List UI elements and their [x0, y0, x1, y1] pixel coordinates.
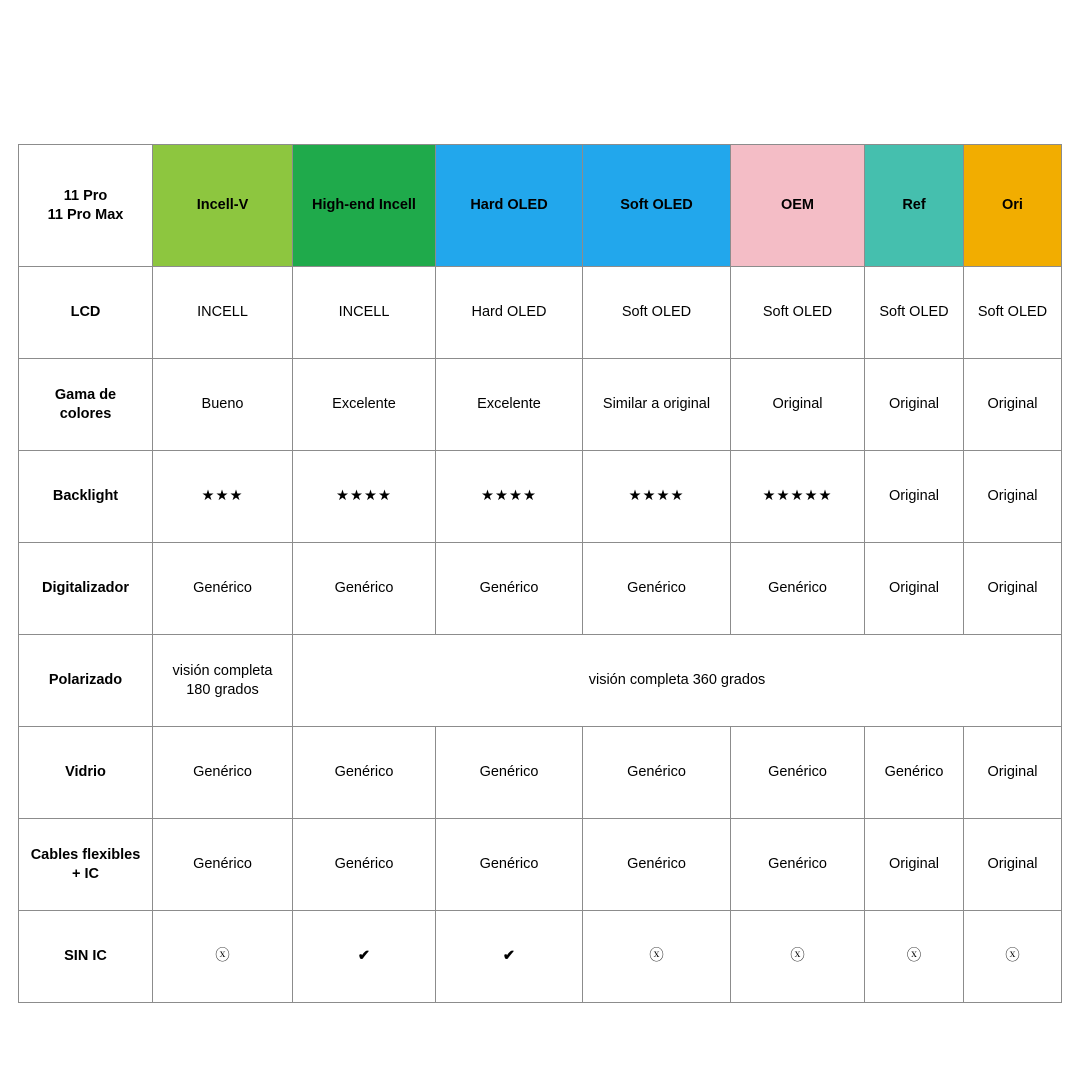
cell-gama-ref: Original [865, 359, 964, 451]
cell-backlight-ori: Original [964, 451, 1062, 543]
header-ref: Ref [865, 145, 964, 267]
row-label-line-2: + IC [72, 865, 99, 882]
table-row-backlight [19, 451, 1062, 543]
cell-gama-high-end-incell: Excelente [293, 359, 436, 451]
cell-gama-ori: Original [964, 359, 1062, 451]
row-label-line-1: Cables flexibles [30, 847, 141, 864]
row-label-backlight: Backlight [19, 451, 153, 543]
screen-comparison-table [18, 144, 1062, 1003]
cross-icon-sin-ic-ref: ⓧ [865, 911, 964, 1003]
cell-vidrio-soft-oled: Genérico [583, 727, 731, 819]
cell-cables-incell-v: Genérico [153, 819, 293, 911]
cell-backlight-incell-v: ★★★ [153, 451, 293, 543]
table-row-cables-flexibles-ic [19, 819, 1062, 911]
cell-vidrio-ori: Original [964, 727, 1062, 819]
cell-digitalizador-soft-oled: Genérico [583, 543, 731, 635]
table-row-gama-de-colores [19, 359, 1062, 451]
row-label-lcd: LCD [19, 267, 153, 359]
table-header-row [19, 145, 1062, 267]
cell-cables-ori: Original [964, 819, 1062, 911]
cell-digitalizador-high-end-incell: Genérico [293, 543, 436, 635]
table-row-polarizado [19, 635, 1062, 727]
table-row-digitalizador [19, 543, 1062, 635]
cell-cables-oem: Genérico [731, 819, 865, 911]
cell-vidrio-high-end-incell: Genérico [293, 727, 436, 819]
cell-polarizado-merged: visión completa 360 grados [293, 635, 1062, 727]
cell-vidrio-oem: Genérico [731, 727, 865, 819]
cell-gama-soft-oled: Similar a original [583, 359, 731, 451]
cell-cables-ref: Original [865, 819, 964, 911]
cell-vidrio-hard-oled: Genérico [436, 727, 583, 819]
row-label-cables-flexibles-ic [19, 819, 153, 911]
cell-backlight-hard-oled: ★★★★ [436, 451, 583, 543]
cell-lcd-incell-v: INCELL [153, 267, 293, 359]
cross-icon-sin-ic-ori: ⓧ [964, 911, 1062, 1003]
table-row-sin-ic [19, 911, 1062, 1003]
cell-lcd-ori: Soft OLED [964, 267, 1062, 359]
row-label-line-2: colores [59, 405, 112, 422]
cell-vidrio-incell-v: Genérico [153, 727, 293, 819]
table-row-vidrio [19, 727, 1062, 819]
polarizado-line-1: visión completa [172, 663, 273, 680]
cell-digitalizador-incell-v: Genérico [153, 543, 293, 635]
cell-cables-soft-oled: Genérico [583, 819, 731, 911]
cell-lcd-ref: Soft OLED [865, 267, 964, 359]
cross-icon-sin-ic-oem: ⓧ [731, 911, 865, 1003]
header-ori: Ori [964, 145, 1062, 267]
row-label-gama-de-colores [19, 359, 153, 451]
cell-digitalizador-hard-oled: Genérico [436, 543, 583, 635]
header-high-end-incell: High-end Incell [293, 145, 436, 267]
cell-polarizado-incell-v [153, 635, 293, 727]
table-row-lcd [19, 267, 1062, 359]
cell-lcd-soft-oled: Soft OLED [583, 267, 731, 359]
model-line-2: 11 Pro Max [47, 206, 124, 223]
cell-lcd-hard-oled: Hard OLED [436, 267, 583, 359]
cell-gama-oem: Original [731, 359, 865, 451]
polarizado-line-2: 180 grados [186, 681, 259, 698]
cell-digitalizador-ori: Original [964, 543, 1062, 635]
cell-digitalizador-ref: Original [865, 543, 964, 635]
row-label-digitalizador: Digitalizador [19, 543, 153, 635]
check-icon-sin-ic-hard-oled: ✔ [436, 911, 583, 1003]
cell-digitalizador-oem: Genérico [731, 543, 865, 635]
header-soft-oled: Soft OLED [583, 145, 731, 267]
cross-icon-sin-ic-incell-v: ⓧ [153, 911, 293, 1003]
cell-cables-high-end-incell: Genérico [293, 819, 436, 911]
row-label-line-1: Gama de [54, 387, 117, 404]
header-hard-oled: Hard OLED [436, 145, 583, 267]
cell-cables-hard-oled: Genérico [436, 819, 583, 911]
check-icon-sin-ic-high-end-incell: ✔ [293, 911, 436, 1003]
header-oem: OEM [731, 145, 865, 267]
cell-lcd-oem: Soft OLED [731, 267, 865, 359]
cell-gama-hard-oled: Excelente [436, 359, 583, 451]
cell-lcd-high-end-incell: INCELL [293, 267, 436, 359]
model-line-1: 11 Pro [63, 188, 108, 205]
header-incell-v: Incell-V [153, 145, 293, 267]
cell-vidrio-ref: Genérico [865, 727, 964, 819]
row-label-vidrio: Vidrio [19, 727, 153, 819]
row-label-sin-ic: SIN IC [19, 911, 153, 1003]
cell-backlight-high-end-incell: ★★★★ [293, 451, 436, 543]
row-label-polarizado: Polarizado [19, 635, 153, 727]
cross-icon-sin-ic-soft-oled: ⓧ [583, 911, 731, 1003]
table-corner-model-cell [19, 145, 153, 267]
cell-backlight-ref: Original [865, 451, 964, 543]
cell-backlight-oem: ★★★★★ [731, 451, 865, 543]
cell-gama-incell-v: Bueno [153, 359, 293, 451]
cell-backlight-soft-oled: ★★★★ [583, 451, 731, 543]
